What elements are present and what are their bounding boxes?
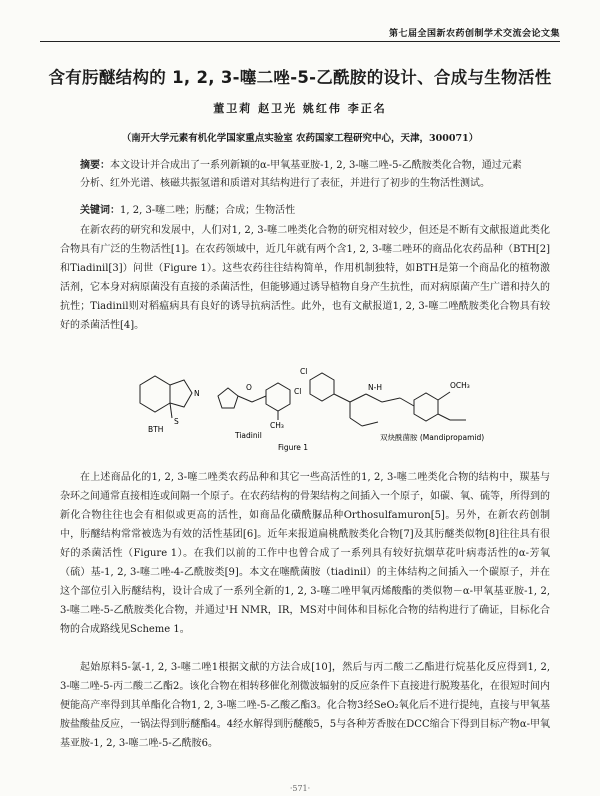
tiadinil-label: Tiadinil xyxy=(235,431,262,440)
bth-thiadiazole-ring xyxy=(170,380,192,407)
paragraph-synthesis: 起始原料5-氯-1, 2, 3-噻二唑1根据文献的方法合成[10]，然后与丙二酸二乙酯进行烷基化反应得到1, 2, 3-噻二唑-5-丙二酸二乙酯2。该化合物在相转移催化剂微波辐射的反应条件下直接进行脱羧基化，在很短时间内便能高产率得到其单酯化合物1, 2, 3-噻二唑-5-乙酸乙酯3。化合物3经SeO₂氧化后不进行提纯，直接与甲氧基胺盐酸盐反应，一锅法得到肟醚酯4。4经水解得到肟醚酸5，5与各种芳香胺在DCC缩合下得到目标产物α-甲氧基亚胺-1, 2, 3-噻二唑-5-乙酰胺6。 xyxy=(60,662,550,749)
tiadinil-thiadiazole-ring xyxy=(218,388,238,408)
cl-atom-label: Cl xyxy=(300,367,308,376)
paper-title: 含有肟醚结构的 1, 2, 3-噻二唑-5-乙酰胺的设计、合成与生物活性 xyxy=(48,68,552,87)
keywords xyxy=(80,201,530,216)
och3-label: OCH₃ xyxy=(450,381,470,390)
tiadinil-aryl-ring xyxy=(266,383,290,411)
figure-caption: Figure 1 xyxy=(278,443,309,452)
bth-side-bond xyxy=(170,403,172,418)
bth-benzene-ring xyxy=(140,376,170,412)
page-number: ·571· xyxy=(289,784,311,793)
mandipropamid-label: 双炔酰菌胺 (Mandipropamid) xyxy=(380,433,485,442)
header-rule xyxy=(40,41,560,42)
affiliation: （南开大学元素有机化学国家重点实验室 农药国家工程研究中心，天津，300071） xyxy=(121,133,479,144)
tiadinil-ch3-label: CH₃ xyxy=(270,421,284,430)
abstract-text: 本文设计并合成出了一系列新颖的α-甲氧基亚胺-1, 2, 3-噻二唑-5-乙酰胺类化合物，通过元素分析、红外光谱、核磁共振氢谱和质谱对其结构进行了表征，并进行了初步的生物活性测试。 xyxy=(80,160,522,189)
tiadinil-o-atom-label: O xyxy=(246,383,252,392)
figure-1-structures xyxy=(110,360,570,460)
bth-s-atom-label: S xyxy=(174,417,179,426)
mandipropamid-nh-label: N-H xyxy=(368,383,382,392)
abstract xyxy=(80,157,530,193)
tiadinil-amide-bond xyxy=(238,396,252,402)
paragraph-design: 在上述商品化的1, 2, 3-噻二唑类农药品种和其它一些高活性的1, 2, 3-噻二唑类化合物的结构中，羰基与杂环之间通常直接相连或间隔一个原子。在农药结构的骨架结构之间插入一个原子，如碳、氧、硫等，所得到的新化合物往往也会有相似或更高的活性，如商品化磺酰脲品种Orthosulfamuron[5]。另外，在新农药创制中，肟醚结构常常被选为有效的活性基团[6]。近年来报道扁桃酰胺类化合物[7]及其肟醚类似物[8]往往具有很好的杀菌活性（Figure 1）。在我们以前的工作中也曾合成了一系列具有较好抗烟草花叶病毒活性的α-芳氧（硫）基-1, 2, 3-噻二唑-4-乙酰胺类[9]。本文在噻酰菌胺（tiadinil）的主体结构之间插入一个碳原子，并在这个部位引入肟醚结构，设计合成了一系列全新的1, 2, 3-噻二唑甲氧丙烯酸酯的类似物－α-甲氧基亚胺-1, 2, 3-噻二唑-5-乙酰胺类化合物，并通过¹H NMR，IR，MS对中间体和目标化合物的结构进行了确证，目标化合物的合成路线见Scheme 1。 xyxy=(60,472,550,635)
abstract-label: 摘要： xyxy=(80,160,110,171)
mandipropamid-dialkoxyphenyl-ring xyxy=(414,393,438,421)
mandipropamid-chlorophenyl-ring xyxy=(310,373,334,401)
keywords-label: 关键词： xyxy=(80,205,120,216)
keywords-text: 1, 2, 3-噻二唑；肟醚；合成；生物活性 xyxy=(120,205,296,216)
authors: 董卫莉 赵卫光 姚红伟 李正名 xyxy=(213,102,387,115)
bth-label: BTH xyxy=(148,425,164,434)
paragraph-intro: 在新农药的研究和发展中，人们对1, 2, 3-噻二唑类化合物的研究相对较少，但还是不断有文献报道此类化合物具有广泛的生物活性[1]。在农药领域中，近几年就有两个含1, 2, 3-噻二唑环的商品化农药品种（BTH[2]和Tiadinil[3]）问世（Figure 1）。这些农药往往结构简单，作用机制独特，如BTH是第一个商品化的植物激活剂，它本身对病原菌没有直接的杀菌活性，但能够通过诱导植物自身产生抗性，而对病原菌产生广谱和持久的抗性；Tiadinil则对稻瘟病具有良好的诱导抗病活性。此外，也有文献报道1, 2, 3-噻二唑酰胺类化合物具有较好的杀菌活性[4]。 xyxy=(60,225,550,331)
tiadinil-cl-atom-label: Cl xyxy=(294,387,302,396)
running-header: 第七届全国新农药创制学术交流会论文集 xyxy=(388,29,560,39)
bth-n-atom-label: N xyxy=(194,389,200,398)
